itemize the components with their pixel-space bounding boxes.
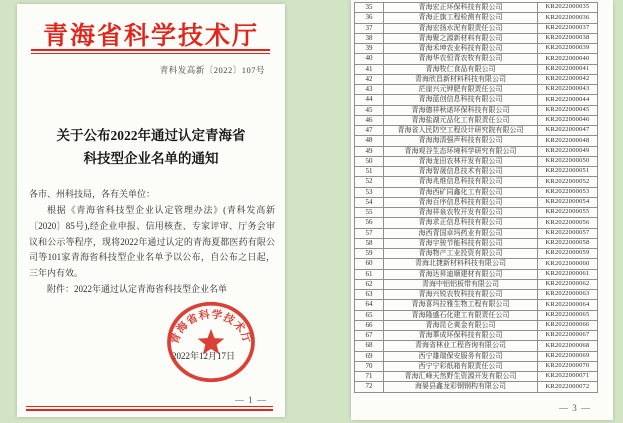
row-number-cell: 68 xyxy=(355,341,384,351)
table-row xyxy=(355,74,598,84)
table-row xyxy=(355,361,598,371)
row-number-cell: 39 xyxy=(355,44,384,54)
registration-code-cell: KR2022000044 xyxy=(538,95,598,105)
company-name-cell: 茫崖兴元钾肥有限责任公司 xyxy=(384,85,538,95)
table-row xyxy=(355,156,598,166)
registration-code-cell: KR2022000064 xyxy=(538,300,598,310)
registration-code-cell: KR2022000071 xyxy=(538,372,598,382)
row-number-cell: 58 xyxy=(355,238,384,248)
company-name-cell: 海西青国卓玛药业有限公司 xyxy=(384,228,538,238)
star-icon xyxy=(198,329,225,354)
attachment-line: 附件：2022年通过认定青海省科技型企业名单 xyxy=(47,284,228,294)
row-number-cell: 52 xyxy=(355,177,384,187)
table-row xyxy=(355,33,598,43)
registration-code-cell: KR2022000050 xyxy=(538,156,598,166)
registration-code-cell: KR2022000041 xyxy=(538,64,598,74)
registration-code-cell: KR2022000042 xyxy=(538,74,598,84)
row-number-cell: 62 xyxy=(355,279,384,289)
issue-date: 2022年12月17日 xyxy=(172,351,236,361)
table-row xyxy=(355,3,598,13)
table-row xyxy=(355,351,598,361)
table-row xyxy=(355,54,598,64)
table-row xyxy=(355,85,598,95)
row-number-cell: 47 xyxy=(355,126,384,136)
company-name-cell: 青海华农恒青农牧有限公司 xyxy=(384,54,538,64)
company-name-cell: 青海兆维信息科技有限公司 xyxy=(384,177,538,187)
row-number-cell: 42 xyxy=(355,74,384,84)
row-number-cell: 72 xyxy=(355,382,384,392)
registration-code-cell: KR2022000067 xyxy=(538,331,598,341)
registration-code-cell: KR2022000057 xyxy=(538,228,598,238)
company-name-cell: 青海观谷生态环境科学研究有限公司 xyxy=(384,146,538,156)
table-row xyxy=(355,228,598,238)
table-row xyxy=(355,13,598,23)
table-row xyxy=(355,146,598,156)
row-number-cell: 40 xyxy=(355,54,384,64)
row-number-cell: 65 xyxy=(355,310,384,320)
row-number-cell: 71 xyxy=(355,372,384,382)
registration-code-cell: KR2022000060 xyxy=(538,259,598,269)
table-row xyxy=(355,310,598,320)
company-name-cell: 青海达昇迪顺建材有限公司 xyxy=(384,269,538,279)
row-number-cell: 61 xyxy=(355,269,384,279)
page-number: — 1 — xyxy=(235,395,267,405)
company-name-cell: 青海兴锐农牧科技有限公司 xyxy=(384,290,538,300)
row-number-cell: 67 xyxy=(355,331,384,341)
row-number-cell: 59 xyxy=(355,249,384,259)
registration-code-cell: KR2022000068 xyxy=(538,341,598,351)
company-list-page xyxy=(351,0,613,420)
table-row xyxy=(355,300,598,310)
table-row xyxy=(355,44,598,54)
row-number-cell: 51 xyxy=(355,167,384,177)
registration-code-cell: KR2022000063 xyxy=(538,290,598,300)
row-number-cell: 46 xyxy=(355,115,384,125)
row-number-cell: 69 xyxy=(355,351,384,361)
row-number-cell: 45 xyxy=(355,105,384,115)
company-name-cell: 青海龙田农林开发有限公司 xyxy=(384,156,538,166)
company-name-cell: 青海隆盛石化建工有限责任公司 xyxy=(384,310,538,320)
row-number-cell: 49 xyxy=(355,146,384,156)
company-name-cell: 青海中铝铝板带有限公司 xyxy=(384,279,538,289)
row-number-cell: 41 xyxy=(355,64,384,74)
official-seal xyxy=(164,300,258,384)
company-name-cell: 青海蓝创信息科技有限公司 xyxy=(384,95,538,105)
table-row xyxy=(355,208,598,218)
company-name-cell: 青海宇骏节能科技有限公司 xyxy=(384,238,538,248)
row-number-cell: 44 xyxy=(355,95,384,105)
registration-code-cell: KR2022000072 xyxy=(538,382,598,392)
table-row xyxy=(355,238,598,248)
company-name-cell: 青海省林业工程咨询有限公司 xyxy=(384,341,538,351)
registration-code-cell: KR2022000054 xyxy=(538,197,598,207)
row-number-cell: 37 xyxy=(355,23,384,33)
row-number-cell: 38 xyxy=(355,33,384,43)
row-number-cell: 48 xyxy=(355,136,384,146)
company-name-cell: 青海盐湖元品化工有限责任公司 xyxy=(384,115,538,125)
registration-code-cell: KR2022000047 xyxy=(538,126,598,136)
page-number: — 3 — xyxy=(559,403,591,413)
footer-divider xyxy=(26,406,273,411)
company-name-cell: 青海祥泉农牧开发有限公司 xyxy=(384,208,538,218)
registration-code-cell: KR2022000039 xyxy=(538,44,598,54)
company-table xyxy=(354,2,598,393)
table-row xyxy=(355,218,598,228)
registration-code-cell: KR2022000056 xyxy=(538,218,598,228)
registration-code-cell: KR2022000055 xyxy=(538,208,598,218)
row-number-cell: 70 xyxy=(355,361,384,371)
salutation: 各市、州科技局，各有关单位： xyxy=(29,189,156,199)
row-number-cell: 66 xyxy=(355,320,384,330)
row-number-cell: 35 xyxy=(355,3,384,13)
company-name-cell: 青海喜玛拉雅生物工程有限公司 xyxy=(384,300,538,310)
notice-page xyxy=(17,4,285,417)
company-name-cell: 海晏县鑫龙彩钢钢构有限公司 xyxy=(384,382,538,392)
table-row xyxy=(355,167,598,177)
registration-code-cell: KR2022000049 xyxy=(538,146,598,156)
table-row xyxy=(355,290,598,300)
table-row xyxy=(355,197,598,207)
table-row xyxy=(355,331,598,341)
table-row xyxy=(355,341,598,351)
notice-title-line2: 科技型企业名单的通知 xyxy=(83,151,219,166)
company-name-cell: 青海物产工业投资有限公司 xyxy=(384,249,538,259)
row-number-cell: 55 xyxy=(355,208,384,218)
company-name-cell: 青海昆仑黄金有限公司 xyxy=(384,320,538,330)
company-name-cell: 青海正旗工程检测有限公司 xyxy=(384,13,538,23)
row-number-cell: 60 xyxy=(355,259,384,269)
company-name-cell: 西宁宁彩纸箱有限责任公司 xyxy=(384,361,538,371)
row-number-cell: 43 xyxy=(355,85,384,95)
table-row xyxy=(355,259,598,269)
registration-code-cell: KR2022000058 xyxy=(538,238,598,248)
registration-code-cell: KR2022000043 xyxy=(538,85,598,95)
table-row xyxy=(355,382,598,392)
company-name-cell: 青海百序信息科技有限公司 xyxy=(384,197,538,207)
seal-text: 青海省科学技术厅 xyxy=(168,308,254,346)
company-name-cell: 青海汇峰天然野生资源开发有限公司 xyxy=(384,372,538,382)
company-name-cell: 青海智晟信息技术有限公司 xyxy=(384,167,538,177)
registration-code-cell: KR2022000052 xyxy=(538,177,598,187)
row-number-cell: 36 xyxy=(355,13,384,23)
table-row xyxy=(355,105,598,115)
document-number: 青科发高新〔2022〕107号 xyxy=(159,65,265,75)
row-number-cell: 53 xyxy=(355,187,384,197)
registration-code-cell: KR2022000040 xyxy=(538,54,598,64)
table-row xyxy=(355,126,598,136)
table-row xyxy=(355,136,598,146)
company-name-cell: 西宁雄瑞保安服务有限公司 xyxy=(384,351,538,361)
row-number-cell: 54 xyxy=(355,197,384,207)
company-name-cell: 青海海清强声科技有限公司 xyxy=(384,136,538,146)
company-name-cell: 青海禾坤农业科技有限公司 xyxy=(384,44,538,54)
table-row xyxy=(355,279,598,289)
registration-code-cell: KR2022000066 xyxy=(538,320,598,330)
registration-code-cell: KR2022000037 xyxy=(538,23,598,33)
registration-code-cell: KR2022000062 xyxy=(538,279,598,289)
row-number-cell: 63 xyxy=(355,290,384,300)
company-name-cell: 青海德祥秋诺环保科技有限公司 xyxy=(384,105,538,115)
company-name-cell: 青海欣昌新材料科技有限公司 xyxy=(384,74,538,84)
registration-code-cell: KR2022000070 xyxy=(538,361,598,371)
registration-code-cell: KR2022000048 xyxy=(538,136,598,146)
registration-code-cell: KR2022000046 xyxy=(538,115,598,125)
registration-code-cell: KR2022000038 xyxy=(538,33,598,43)
table-row xyxy=(355,372,598,382)
table-row xyxy=(355,269,598,279)
registration-code-cell: KR2022000045 xyxy=(538,105,598,115)
table-row xyxy=(355,177,598,187)
body-paragraph: 根据《青海省科技型企业认定管理办法》(青科发高新〔2020〕85号),经企业申报、信用核查、专家评审、厅务会审议和公示等程序，现将2022年通过认定的青海夏都医药有限公司等101家青海省科技型企业名单予以公布，自公布之日起，三年内有效。 xyxy=(29,205,275,279)
company-table-body xyxy=(355,3,598,393)
registration-code-cell: KR2022000036 xyxy=(538,13,598,23)
table-row xyxy=(355,187,598,197)
company-name-cell: 青海求正信息科技有限公司 xyxy=(384,218,538,228)
row-number-cell: 50 xyxy=(355,156,384,166)
company-name-cell: 青海牧仁食品有限公司 xyxy=(384,64,538,74)
row-number-cell: 57 xyxy=(355,228,384,238)
notice-title-line1: 关于公布2022年通过认定青海省 xyxy=(56,128,246,143)
registration-code-cell: KR2022000053 xyxy=(538,187,598,197)
agency-name: 青海省科学技术厅 xyxy=(42,23,259,50)
company-name-cell: 青海宏正环保科技有限公司 xyxy=(384,3,538,13)
company-name-cell: 青海菶成环保科技有限公司 xyxy=(384,331,538,341)
company-name-cell: 青海北捷新材料科技有限公司 xyxy=(384,259,538,269)
company-name-cell: 青海省人民防空工程设计研究院有限公司 xyxy=(384,126,538,136)
row-number-cell: 64 xyxy=(355,300,384,310)
table-row xyxy=(355,320,598,330)
registration-code-cell: KR2022000035 xyxy=(538,3,598,13)
table-row xyxy=(355,115,598,125)
table-row xyxy=(355,64,598,74)
registration-code-cell: KR2022000069 xyxy=(538,351,598,361)
company-name-cell: 青海西矿同鑫化工有限公司 xyxy=(384,187,538,197)
table-row xyxy=(355,249,598,259)
row-number-cell: 56 xyxy=(355,218,384,228)
registration-code-cell: KR2022000059 xyxy=(538,249,598,259)
notice-title xyxy=(17,124,285,170)
table-row xyxy=(355,95,598,105)
company-name-cell: 青海宏扬水泥有限责任公司 xyxy=(384,23,538,33)
registration-code-cell: KR2022000051 xyxy=(538,167,598,177)
registration-code-cell: KR2022000065 xyxy=(538,310,598,320)
registration-code-cell: KR2022000061 xyxy=(538,269,598,279)
table-row xyxy=(355,23,598,33)
company-name-cell: 青海聚之源新材料有限公司 xyxy=(384,33,538,43)
header-divider xyxy=(31,49,270,54)
